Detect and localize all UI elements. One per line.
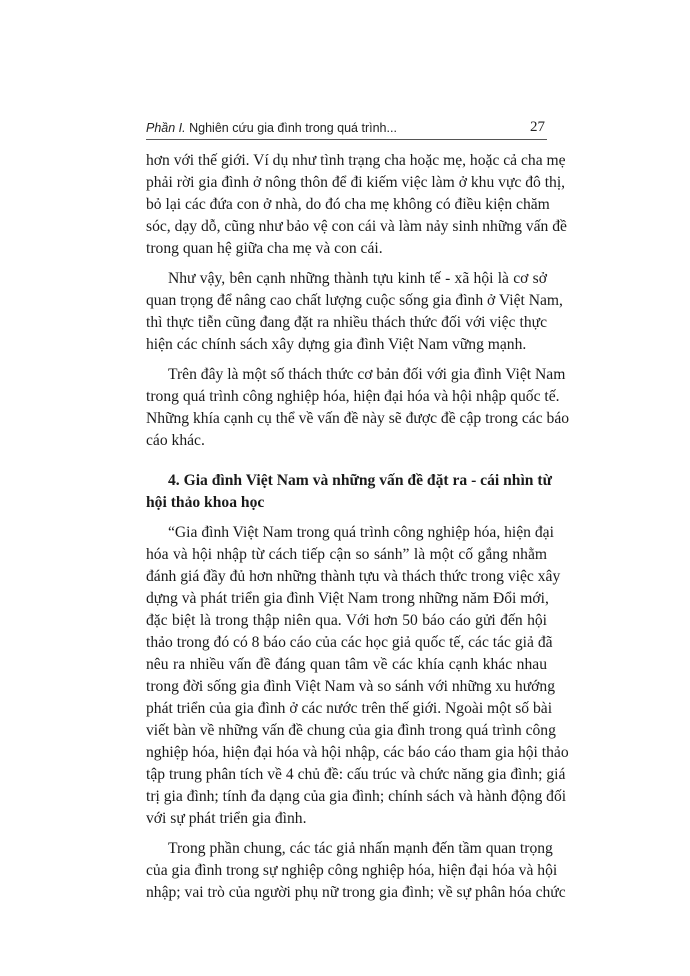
text-line: trong quan hệ giữa cha mẹ và con cái. [146,240,383,257]
paragraph [146,838,566,904]
body-text [146,150,570,912]
text-line: hóa và hội nhập từ cách tiếp cận so sánh” là một cố gắng nhằm [146,546,547,563]
running-header [146,119,547,140]
text-line: viết bàn về những vấn đề chung của gia đình trong quá trình công [146,722,556,739]
header-title-text: Nghiên cứu gia đình trong quá trình... [189,121,397,135]
section-heading [146,470,552,514]
text-line: sóc, dạy dỗ, cũng như bảo vệ con cái và làm nảy sinh những vấn đề [146,218,567,235]
paragraph [146,522,569,830]
text-line: Những khía cạnh cụ thể về vấn đề này sẽ được đề cập trong các báo [146,410,570,427]
text-line: hiện các chính sách xây dựng gia đình Việt Nam vững mạnh. [146,336,527,353]
text-line: “Gia đình Việt Nam trong quá trình công nghiệp hóa, hiện đại [168,524,554,541]
text-line: bỏ lại các đứa con ở nhà, do đó cha mẹ không có điều kiện chăm [146,196,550,213]
text-line: nghiệp hóa, hiện đại hóa và hội nhập, các báo cáo tham gia hội thảo [146,744,569,761]
text-line: hội thảo khoa học [146,494,265,511]
text-line: nêu ra nhiều vấn đề đáng quan tâm về các khía cạnh khác nhau [146,656,547,673]
text-line: đánh giá đầy đủ hơn những thành tựu và thách thức trong việc xây [146,568,561,585]
text-line: với sự phát triển gia đình. [146,810,307,827]
text-line: đặc biệt là trong thập niên qua. Với hơn 50 báo cáo gửi đến hội [146,612,547,629]
text-line: dựng và phát triển gia đình Việt Nam trong những năm Đổi mới, [146,590,549,607]
text-line: phát triển của gia đình ở các nước trên thế giới. Ngoài một số bài [146,700,553,717]
paragraph [146,268,563,356]
text-line: trong đời sống gia đình Việt Nam và so sánh với những xu hướng [146,678,556,695]
header-title [146,121,397,135]
text-line: cáo khác. [146,432,205,449]
text-line: Như vậy, bên cạnh những thành tựu kinh tế - xã hội là cơ sở [168,270,547,287]
text-line: trị gia đình; tính đa dạng của gia đình; chính sách và hành động đối [146,788,567,805]
page-number: 27 [530,119,545,135]
header-section: Phần I. [146,121,186,135]
text-line: phải rời gia đình ở nông thôn để đi kiếm việc làm ở khu vực đô thị, [146,174,566,191]
text-line: quan trọng để nâng cao chất lượng cuộc sống gia đình ở Việt Nam, [146,292,563,309]
text-line: Trong phần chung, các tác giả nhấn mạnh đến tầm quan trọng [168,840,553,857]
text-line: 4. Gia đình Việt Nam và những vấn đề đặt ra - cái nhìn từ [168,472,552,489]
text-line: nhập; vai trò của người phụ nữ trong gia đình; về sự phân hóa chức [146,884,566,901]
text-line: thảo trong đó có 8 báo cáo của các học giả quốc tế, các tác giả đã [146,634,553,651]
text-line: Trên đây là một số thách thức cơ bản đối với gia đình Việt Nam [168,366,566,383]
text-line: thì thực tiễn cũng đang đặt ra nhiều thách thức đối với việc thực [146,314,547,331]
paragraph [146,150,567,260]
paragraph [146,364,570,452]
text-line: trong quá trình công nghiệp hóa, hiện đại hóa và hội nhập quốc tế. [146,388,560,405]
text-line: tập trung phân tích về 4 chủ đề: cấu trúc và chức năng gia đình; giá [146,766,566,783]
text-line: của gia đình trong sự nghiệp công nghiệp hóa, hiện đại hóa và hội [146,862,558,879]
text-line: hơn với thế giới. Ví dụ như tình trạng cha hoặc mẹ, hoặc cả cha mẹ [146,152,566,169]
